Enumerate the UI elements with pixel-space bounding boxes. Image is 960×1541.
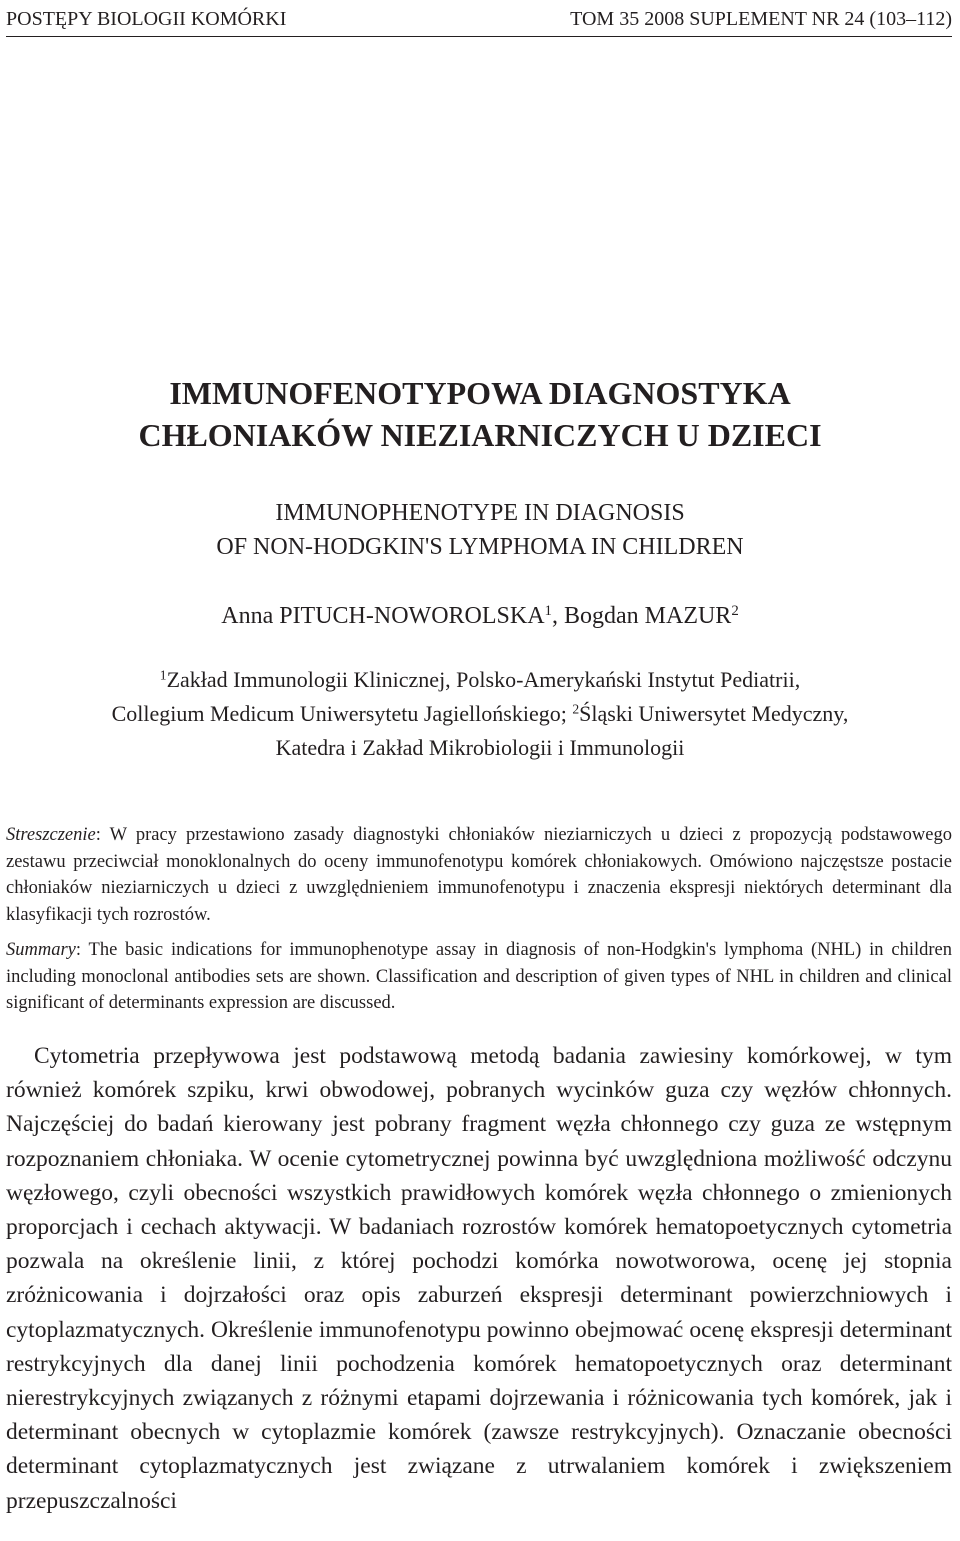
author-1: Anna PITUCH-NOWOROLSKA bbox=[221, 603, 545, 629]
abstract-polish-text: : W pracy przestawiono zasady diagnostyki chłoniaków nieziarniczych u dzieci z propozycją podstawowego zestawu przeciwciał monoklonalnych do oceny immunofenotypu komórek chłoniakowych. Omówiono najczęstsze postacie chłoniaków nieziarniczych u dzieci z uwzględnieniem immunofenotypu i znaczenia ekspresji niektórych determinant dla klasyfikacji tych rozrostów. bbox=[6, 825, 952, 925]
author-2-affiliation-mark: 2 bbox=[731, 602, 739, 619]
affiliation-line-1: $^1$Zakład Immunologii Klinicznej, Polsko-Amerykański Instytut Pediatrii, bbox=[159, 667, 801, 692]
body-paragraph: Cytometria przepływowa jest podstawową metodą badania zawiesiny komórkowej, w tym również komórek szpiku, krwi obwodowej, pobranych wycinków guza czy węzłów chłonnych. Najczęściej do badań kierowany jest pobrany fragment węzła chłonnego czy guza ze wstępnym rozpoznaniem chłoniaka. W ocenie cytometrycznej powinna być uwzględniona możliwość odczynu węzłowego, czyli obecności wszystkich prawidłowych komórek węzła chłonnego o zmienionych proporcjach i cechach aktywacji. W badaniach rozrostów komórek hematopoetycznych cytometria pozwala na określenie linii, z której pochodzi komórka nowotworowa, ocenę jej stopnia zróżnicowania i dojrzałości oraz opis zaburzeń ekspresji determinant powierzchniowych i cytoplazmatycznych. Określenie immunofenotypu powinno obejmować ocenę ekspresji determinant restrykcyjnych dla danej linii pochodzenia komórek hematopoetycznych oraz determinant nierestrykcyjnych związanych z różnymi etapami dojrzewania i różnicowania tych komórek, jak i determinant obecnych w cytoplazmie komórek (zawsze restrykcyjnych). Oznaczanie obecności determinant cytoplazmatycznych jest związane z utrwalaniem komórek i zwiększeniem przepuszczalności bbox=[6, 1043, 952, 1514]
title-line-2: CHŁONIAKÓW NIEZIARNICZYCH U DZIECI bbox=[138, 417, 822, 453]
abstract-polish-label: Streszczenie bbox=[6, 825, 96, 845]
affiliation-line-3: Katedra i Zakład Mikrobiologii i Immunologii bbox=[275, 735, 685, 760]
english-title-line-2: OF NON-HODGKIN'S LYMPHOMA IN CHILDREN bbox=[216, 534, 744, 560]
title-line-1: IMMUNOFENOTYPOWA DIAGNOSTYKA bbox=[169, 375, 791, 411]
journal-name: POSTĘPY BIOLOGII KOMÓRKI bbox=[6, 8, 287, 30]
author-2: Bogdan MAZUR bbox=[563, 603, 732, 629]
english-title-line-1: IMMUNOPHENOTYPE IN DIAGNOSIS bbox=[275, 500, 685, 526]
author-separator: , bbox=[551, 603, 564, 629]
running-header bbox=[6, 4, 952, 34]
affiliation-mark-1: 1 bbox=[159, 667, 167, 683]
affiliation-line-2: Collegium Medicum Uniwersytetu Jagiellońskiego; $^2$Śląski Uniwersytet Medyczny, bbox=[111, 701, 849, 726]
author-1-affiliation-mark: 1 bbox=[544, 602, 552, 619]
affiliations bbox=[0, 663, 960, 765]
affiliation-mark-2: 2 bbox=[572, 701, 580, 717]
english-title bbox=[0, 496, 960, 564]
abstract-polish bbox=[6, 822, 952, 928]
abstract bbox=[6, 822, 952, 1026]
body-text bbox=[6, 1039, 952, 1518]
volume-info: TOM 35 2008 SUPLEMENT NR 24 (103–112) bbox=[570, 8, 952, 30]
abstract-english-text: : The basic indications for immunophenotype assay in diagnosis of non-Hodgkin's lymphoma (NHL) in children including monoclonal antibodies sets are shown. Classification and description of given types of NHL in children and clinical significant of determinants expression are discussed. bbox=[6, 940, 952, 1013]
header-rule bbox=[6, 36, 952, 37]
abstract-english-label: Summary bbox=[6, 940, 76, 960]
article-title bbox=[0, 372, 960, 456]
authors bbox=[0, 599, 960, 633]
abstract-english bbox=[6, 937, 952, 1017]
